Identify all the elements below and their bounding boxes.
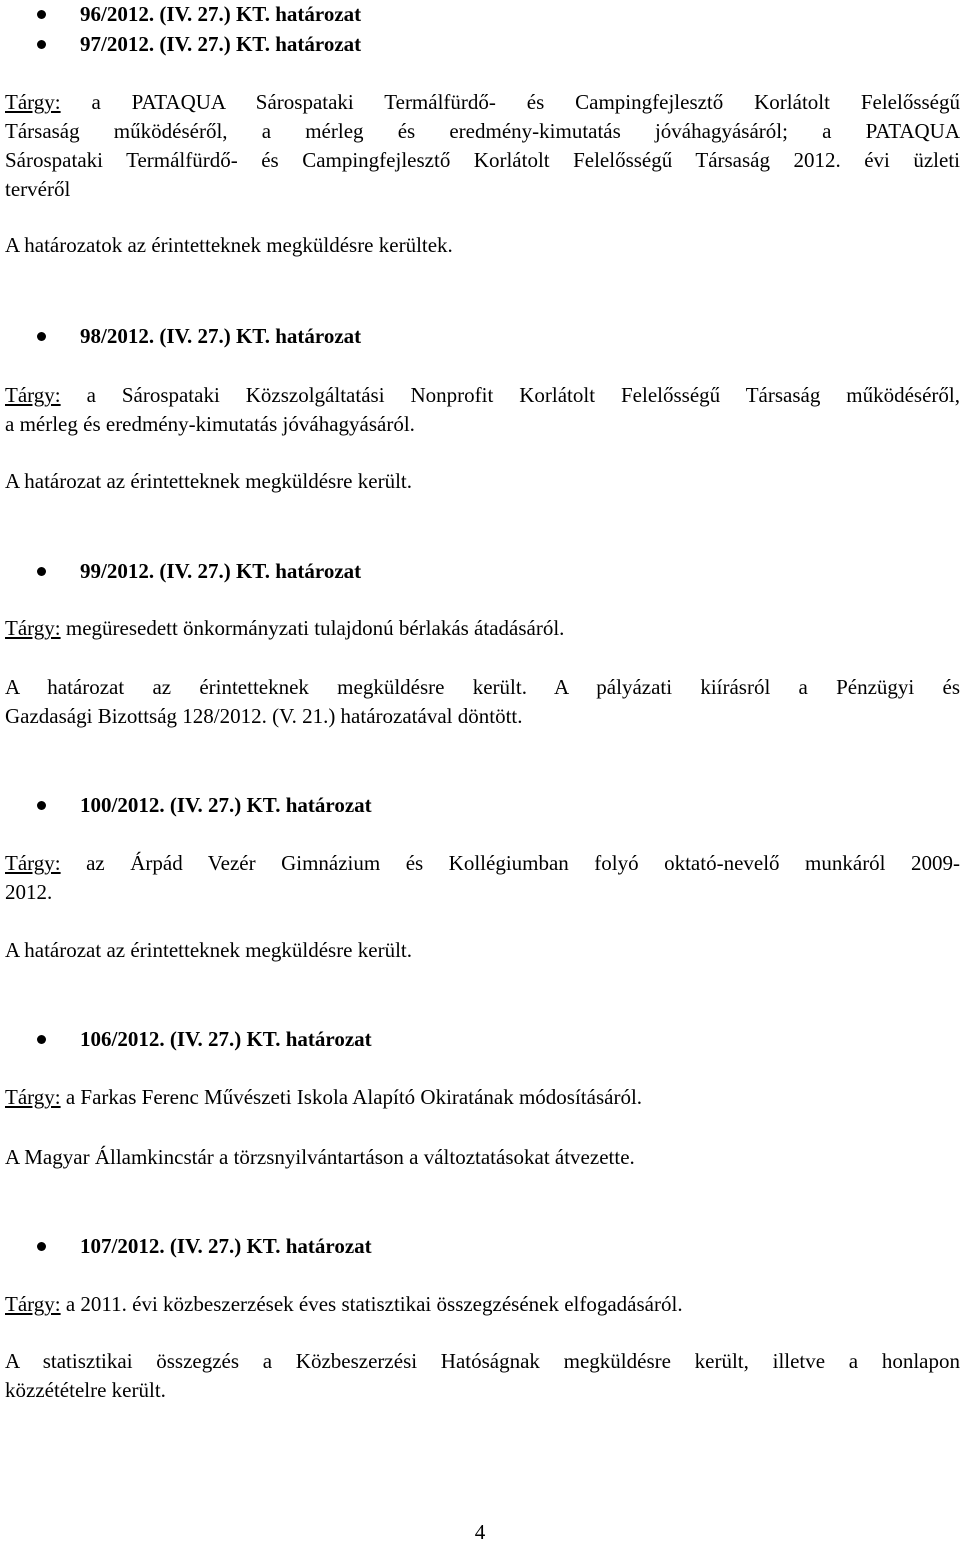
- resolution-heading-97: [0, 30, 700, 59]
- resolution-heading-98: [0, 322, 700, 351]
- resolution-number: 106/2012. (IV. 27.) KT. határozat: [80, 1027, 372, 1051]
- bullet-icon: [37, 10, 46, 19]
- delivery-note: közzétételre került.: [5, 1378, 166, 1402]
- subject-line: [5, 1290, 960, 1319]
- resolution-number: 98/2012. (IV. 27.) KT. határozat: [80, 324, 362, 348]
- subject-line: [5, 614, 960, 643]
- subject-label: Tárgy:: [5, 90, 61, 114]
- resolution-number: 96/2012. (IV. 27.) KT. határozat: [80, 2, 362, 26]
- resolution-number: 99/2012. (IV. 27.) KT. határozat: [80, 559, 362, 583]
- bullet-icon: [37, 801, 46, 810]
- subject-text: a 2011. évi közbeszerzések éves statisztikai összegzésének elfogadásáról.: [65, 1292, 683, 1316]
- subject-label: Tárgy:: [5, 616, 61, 640]
- resolution-number: 97/2012. (IV. 27.) KT. határozat: [80, 32, 362, 56]
- resolution-heading-96: [0, 0, 700, 29]
- subject-text: a PATAQUA Sárospataki Termálfürdő- és Campingfejlesztő Korlátolt Felelősségű: [91, 90, 960, 114]
- subject-text: megüresedett önkormányzati tulajdonú bérlakás átadásáról.: [65, 616, 565, 640]
- subject-line: [5, 849, 960, 878]
- delivery-note: A Magyar Államkincstár a törzsnyilvántartáson a változtatásokat átvezette.: [5, 1145, 635, 1169]
- subject-label: Tárgy:: [5, 383, 61, 407]
- page-number: 4: [474, 1520, 486, 1544]
- delivery-note: A határozatok az érintetteknek megküldésre kerültek.: [5, 233, 453, 257]
- bullet-icon: [37, 1035, 46, 1044]
- subject-line: Sárospataki Termálfürdő- és Campingfejlesztő Korlátolt Felelősségű Társaság 2012. évi üzleti: [5, 148, 960, 172]
- bullet-icon: [37, 40, 46, 49]
- subject-label: Tárgy:: [5, 1085, 61, 1109]
- subject-line: [5, 88, 960, 117]
- bullet-icon: [37, 332, 46, 341]
- delivery-note: Gazdasági Bizottság 128/2012. (V. 21.) határozatával döntött.: [5, 704, 523, 728]
- resolution-heading-99: [0, 557, 700, 586]
- subject-line: [5, 381, 960, 410]
- bullet-icon: [37, 567, 46, 576]
- subject-line: a mérleg és eredmény-kimutatás jóváhagyásáról.: [5, 412, 415, 436]
- subject-label: Tárgy:: [5, 851, 61, 875]
- resolution-heading-100: [0, 791, 700, 820]
- resolution-number: 107/2012. (IV. 27.) KT. határozat: [80, 1234, 372, 1258]
- resolution-heading-107: [0, 1232, 700, 1261]
- delivery-note: A határozat az érintetteknek megküldésre került.: [5, 469, 412, 493]
- subject-text: a Farkas Ferenc Művészeti Iskola Alapító Okiratának módosításáról.: [65, 1085, 643, 1109]
- subject-line: 2012.: [5, 880, 53, 904]
- subject-text: a Sárospataki Közszolgáltatási Nonprofit Korlátolt Felelősségű Társaság működéséről,: [86, 383, 960, 407]
- delivery-note: A határozat az érintetteknek megküldésre került.: [5, 938, 412, 962]
- subject-text: az Árpád Vezér Gimnázium és Kollégiumban folyó oktató-nevelő munkáról 2009-: [86, 851, 960, 875]
- subject-line: tervéről: [5, 177, 71, 201]
- subject-line: [5, 1083, 960, 1112]
- delivery-note: A statisztikai összegzés a Közbeszerzési Hatóságnak megküldésre került, illetve a honlapon: [5, 1349, 960, 1373]
- bullet-icon: [37, 1242, 46, 1251]
- subject-line: Társaság működéséről, a mérleg és eredmény-kimutatás jóváhagyásáról; a PATAQUA: [5, 119, 960, 143]
- resolution-number: 100/2012. (IV. 27.) KT. határozat: [80, 793, 372, 817]
- subject-label: Tárgy:: [5, 1292, 61, 1316]
- resolution-heading-106: [0, 1025, 700, 1054]
- delivery-note: A határozat az érintetteknek megküldésre került. A pályázati kiírásról a Pénzügyi és: [5, 675, 960, 699]
